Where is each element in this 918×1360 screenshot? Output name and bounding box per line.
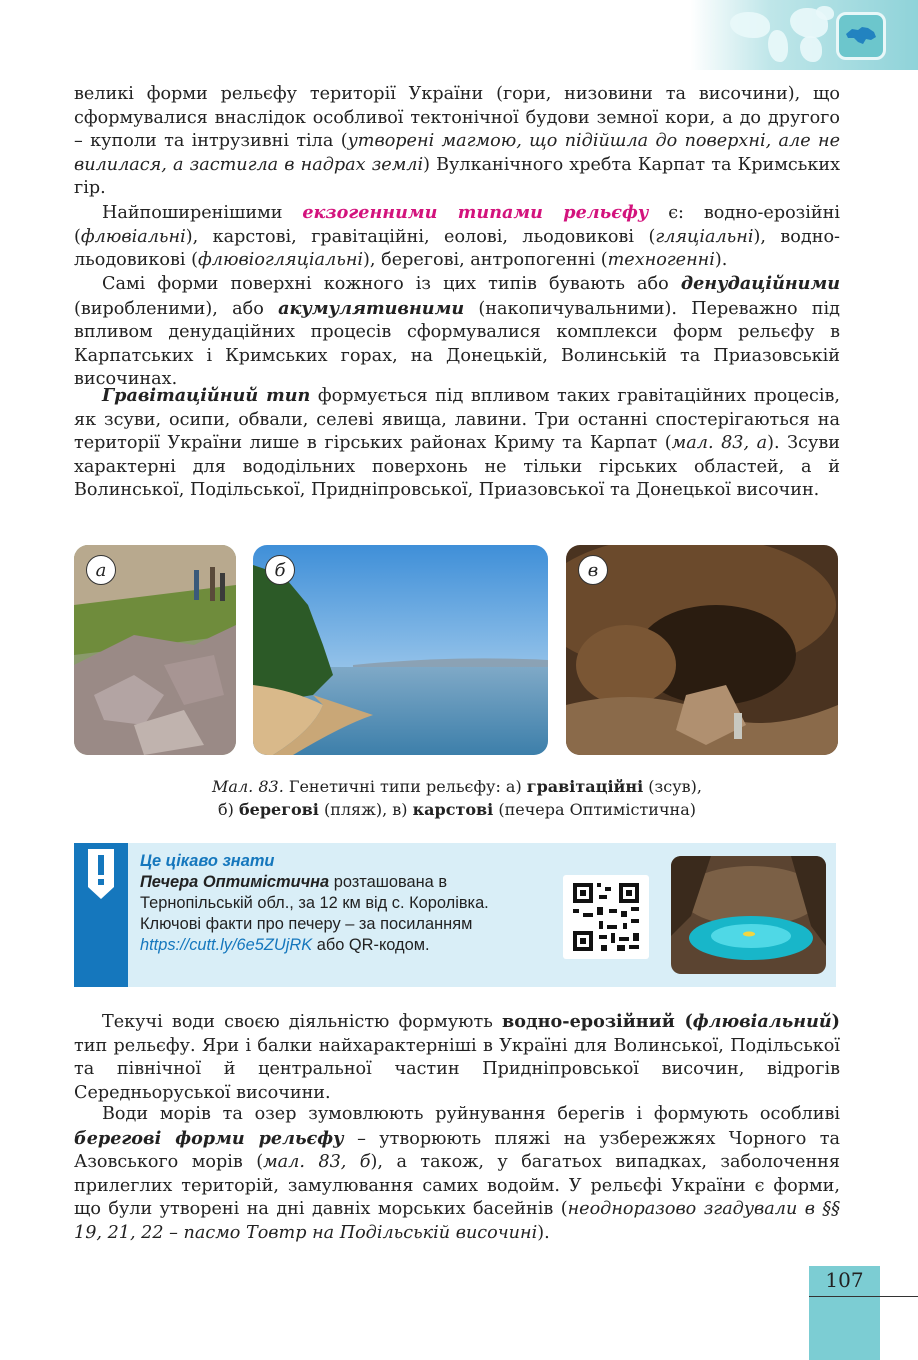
photo-label-a: а bbox=[86, 555, 116, 585]
photo-landslide bbox=[74, 545, 236, 755]
paragraph-5: Текучі води своєю діяльністю формують водно-ерозійний (флювіальний) тип рельєфу. Яри і балки найхарактерніші в Україні для Волинської, Подільської та північної й центральної частин Придніпровської височин, відрогів Середньоруської височини. bbox=[74, 1011, 840, 1103]
ukraine-map-icon bbox=[836, 12, 886, 60]
paragraph-4: Гравітаційний тип формується під впливом таких гравітаційних процесів, як зсуви, осипи, обвали, селеві явища, лавини. Три останні спостерігаються на території України лише в гірських районах Криму та Карпат (мал. 83, а). Зсуви характерні для вододільних поверхонь не тільки гірських областей, а й Волинської, Подільської, Придніпровської, Приазовської та Донецької височин. bbox=[74, 385, 840, 501]
info-text: Це цікаво знати Печера Оптимістична розташована в Тернопільській обл., за 12 км від с. Королівка. Ключові факти про печеру – за посиланням https://cutt.ly/6e5ZUjRK або QR-кодом. bbox=[140, 851, 548, 956]
photo-label-c: в bbox=[578, 555, 608, 585]
paragraph-2: Найпоширенішими екзогенними типами рельєфу є: водно-ерозійні (флювіальні), карстові, гравітаційні, еолові, льодовикові (гляціальні), водно-льодовикові (флювіогляціальні), берегові, антропогенні (техногенні). bbox=[74, 202, 840, 271]
info-box bbox=[74, 843, 836, 987]
paragraph-3: Самі форми поверхні кожного із цих типів бувають або денудаційними (виробленими), або акумулятивними (накопичувальними). Переважно під впливом денудаційних процесів сформувалися комплекси форм рельєфу в Карпатських і Кримських горах, на Донецькій, Волинській та Приазовській височинах. bbox=[74, 273, 840, 390]
photo-label-b: б bbox=[265, 555, 295, 585]
info-link[interactable]: https://cutt.ly/6e5ZUjRK bbox=[140, 936, 313, 954]
photo-cave bbox=[566, 545, 838, 755]
paragraph-6: Води морів та озер зумовлюють руйнування берегів і формують особливі берегові форми рельєфу – утворюють пляжі на узбережжях Чорного та Азовського морів (мал. 83, б), а також, у багатьох випадках, заболочення прилеглих територій, замулювання самих водойм. У рельєфі України є форми, що були утворені на дні давніх морських басейнів (неодноразово згадували в §§ 19, 21, 22 – пасмо Товтр на Подільській височині). bbox=[74, 1104, 840, 1243]
qr-code[interactable] bbox=[563, 875, 649, 959]
figure-caption: Мал. 83. Генетичні типи рельєфу: а) гравітаційні (зсув), б) берегові (пляж), в) карстові (печера Оптимістична) bbox=[212, 777, 702, 819]
photo-beach bbox=[253, 545, 548, 755]
info-title: Це цікаво знати bbox=[140, 852, 275, 870]
paragraph-1: великі форми рельєфу території України (гори, низовини та височини), що сформувалися внаслідок особливої тектонічної будови земної кори, а до другого – куполи та інтрузивні тіла (утворені магмою, що підійшла до поверхні, але не вилилася, а застигла в надрах землі) Вулканічного хребта Карпат та Кримських гір. bbox=[74, 84, 840, 199]
exclamation-icon bbox=[74, 843, 128, 903]
term-exogenous: екзогенними типами рельєфу bbox=[302, 202, 649, 223]
page-number: 107 bbox=[825, 1268, 864, 1292]
cave-lake-photo bbox=[671, 856, 826, 974]
info-sidebar bbox=[74, 843, 128, 987]
page-number-rule bbox=[809, 1296, 918, 1297]
